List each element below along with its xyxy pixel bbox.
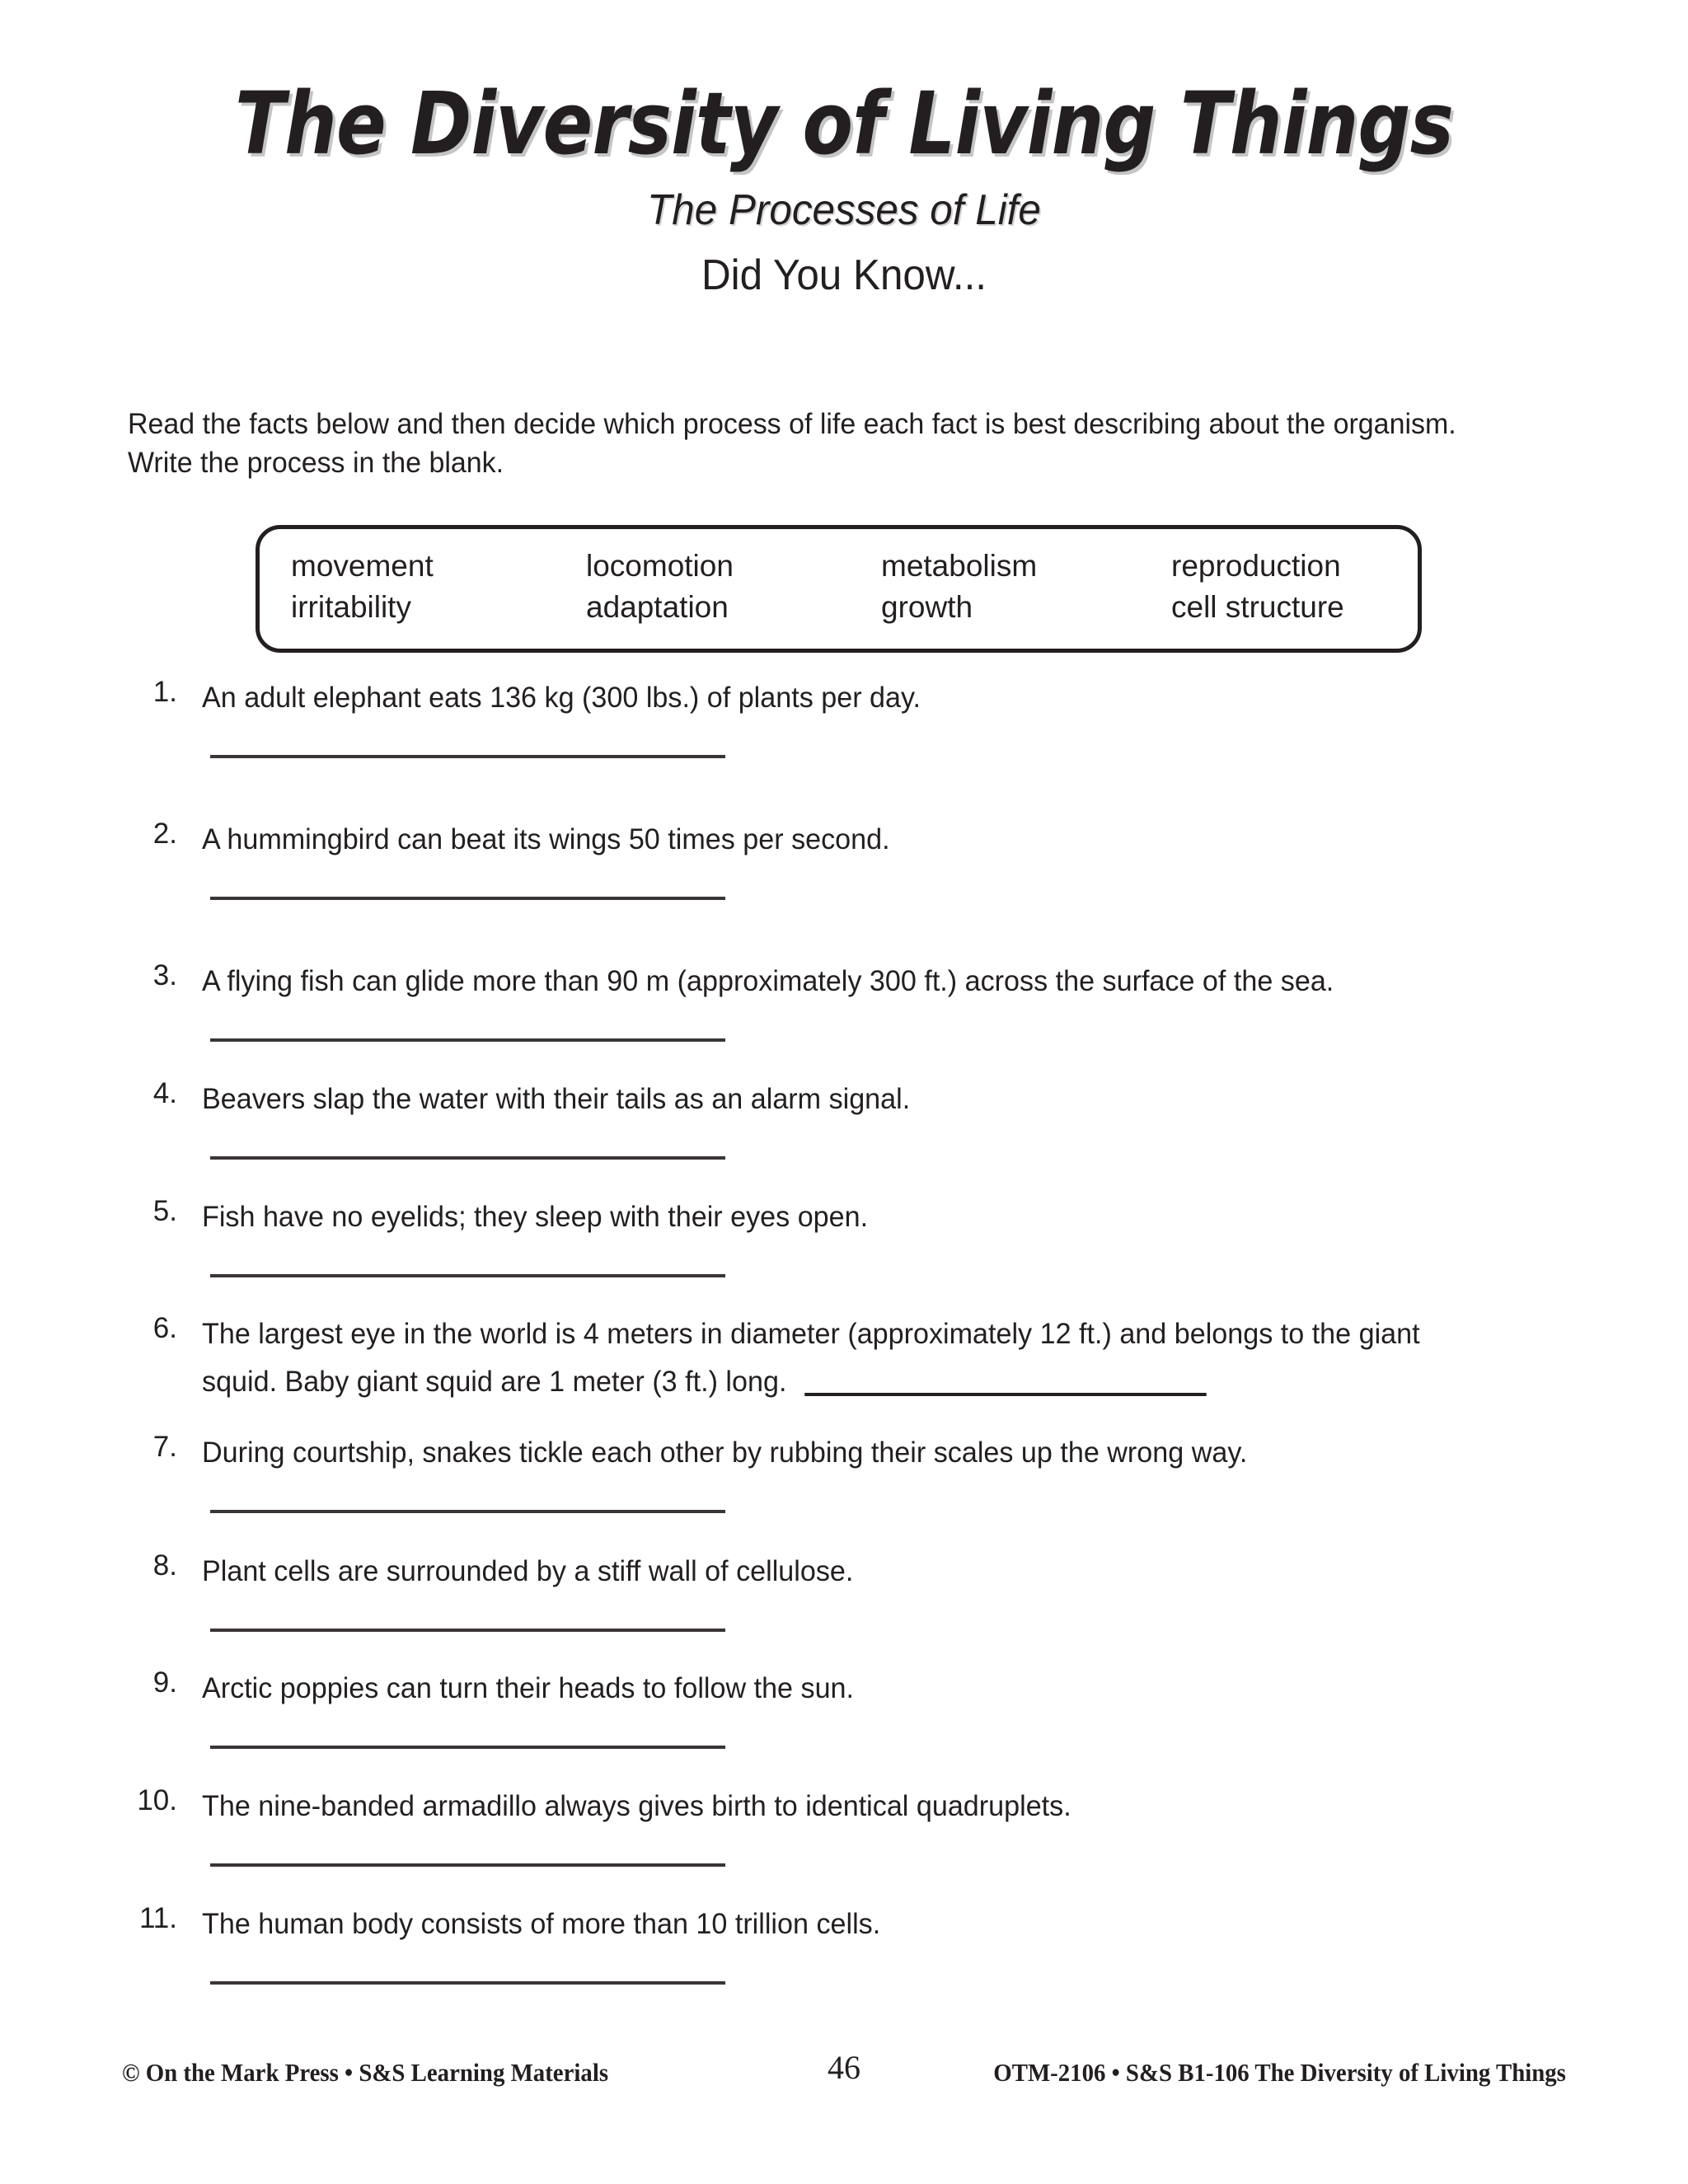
instructions-text: Read the facts below and then decide which process of life each fact is best describing about the organism. Write the process in the blank. — [128, 408, 1456, 479]
question-text-8: Plant cells are surrounded by a stiff wall of cellulose. — [202, 1555, 854, 1587]
answer-blank-8[interactable] — [210, 1629, 725, 1632]
page-footer — [0, 2049, 1688, 2092]
question-text-3: A flying fish can glide more than 90 m (approximately 300 ft.) across the surface of the sea. — [202, 965, 1334, 997]
answer-blank-3[interactable] — [210, 1038, 725, 1042]
question-number-4: 4. — [152, 1077, 177, 1109]
question-text-2: A hummingbird can beat its wings 50 times per second. — [202, 823, 890, 855]
word-bank-item-adaptation: adaptation — [586, 590, 729, 624]
question-text-10: The nine-banded armadillo always gives birth to identical quadruplets. — [202, 1790, 1071, 1822]
answer-blank-6[interactable] — [804, 1393, 1207, 1396]
answer-blank-10[interactable] — [210, 1863, 725, 1867]
question-number-9: 9. — [152, 1666, 177, 1699]
question-text-7: During courtship, snakes tickle each other by rubbing their scales up the wrong way. — [202, 1436, 1248, 1469]
question-text-5: Fish have no eyelids; they sleep with their eyes open. — [202, 1201, 869, 1233]
page-title: The Diversity of Living Things — [235, 73, 1453, 174]
answer-blank-7[interactable] — [210, 1510, 725, 1513]
question-number-11: 11. — [138, 1902, 177, 1934]
answer-blank-1[interactable] — [210, 755, 725, 758]
title-block — [0, 73, 1688, 300]
word-bank-item-movement: movement — [291, 549, 434, 583]
section-title: Did You Know... — [701, 251, 987, 300]
answer-blank-5[interactable] — [210, 1274, 725, 1277]
question-number-1: 1. — [152, 676, 177, 708]
question-text-9: Arctic poppies can turn their heads to follow the sun. — [202, 1672, 855, 1704]
question-text-4: Beavers slap the water with their tails as an alarm signal. — [202, 1083, 911, 1115]
word-bank-item-irritability: irritability — [291, 590, 411, 624]
word-bank-box — [256, 525, 1422, 653]
word-bank-item-metabolism: metabolism — [881, 549, 1038, 583]
answer-blank-4[interactable] — [210, 1156, 725, 1160]
answer-blank-2[interactable] — [210, 897, 725, 900]
question-number-2: 2. — [152, 818, 177, 850]
question-text-6-body: The largest eye in the world is 4 meters in diameter (approximately 12 ft.) and belongs to the giant squid. Baby giant squid are 1 meter (3 ft.) long. — [202, 1318, 1420, 1398]
word-bank-grid — [291, 546, 1395, 628]
word-bank-item-locomotion: locomotion — [586, 549, 734, 583]
word-bank-item-growth: growth — [881, 590, 973, 624]
question-number-10: 10. — [137, 1784, 177, 1816]
question-text-6 — [202, 1310, 1496, 1406]
answer-blank-11[interactable] — [210, 1981, 725, 1985]
footer-page-number: 46 — [828, 2049, 860, 2086]
word-bank-item-reproduction: reproduction — [1171, 549, 1341, 583]
question-number-5: 5. — [152, 1195, 177, 1227]
page-subtitle: The Processes of Life — [647, 186, 1041, 235]
question-number-8: 8. — [152, 1549, 177, 1582]
question-number-6: 6. — [152, 1312, 177, 1344]
word-bank-item-cell-structure: cell structure — [1171, 590, 1344, 624]
question-number-7: 7. — [152, 1431, 177, 1463]
question-text-1: An adult elephant eats 136 kg (300 lbs.) of plants per day. — [202, 682, 921, 714]
footer-product-code: OTM-2106 • S&S B1-106 The Diversity of Living Things — [993, 2058, 1566, 2087]
answer-blank-9[interactable] — [210, 1746, 725, 1749]
footer-copyright: © On the Mark Press • S&S Learning Materials — [122, 2058, 609, 2087]
question-number-3: 3. — [152, 959, 177, 991]
question-text-11: The human body consists of more than 10 trillion cells. — [202, 1908, 881, 1940]
